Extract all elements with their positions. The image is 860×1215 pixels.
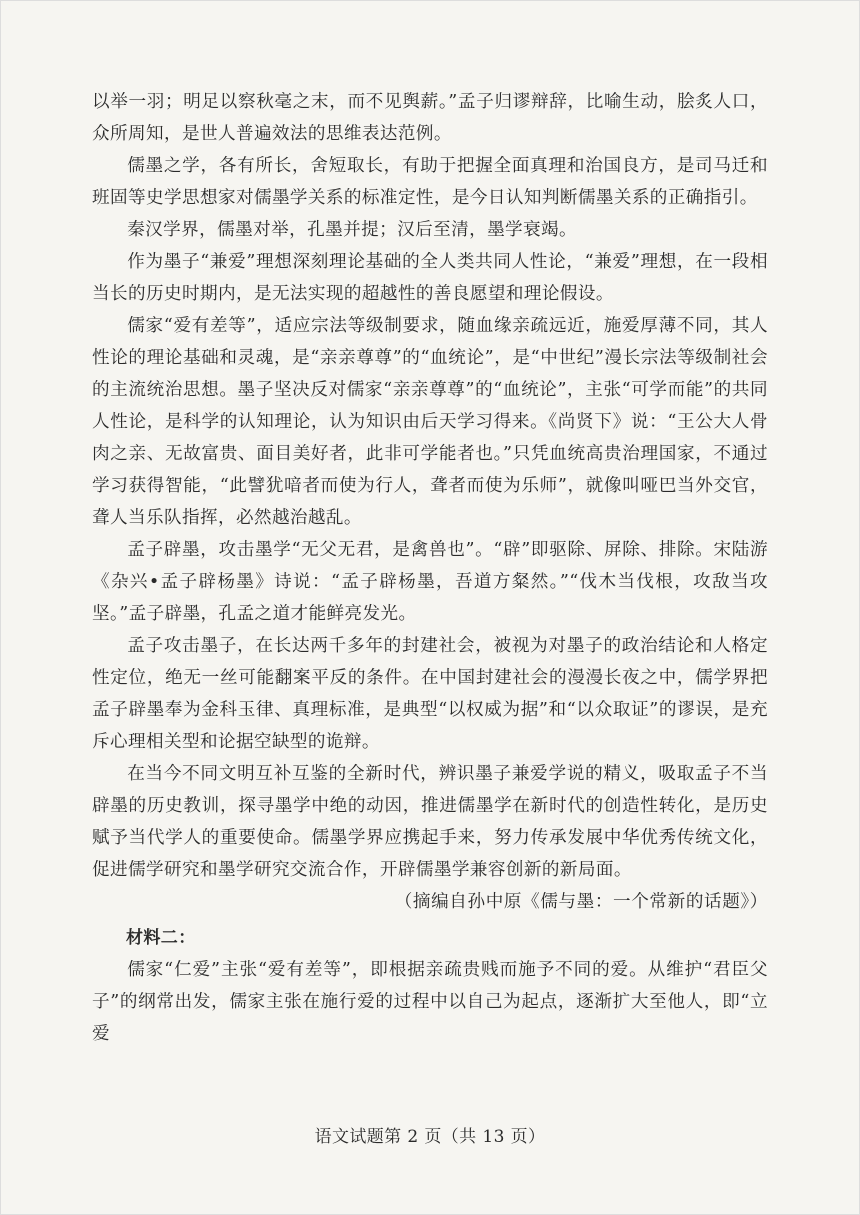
section-paragraph: 儒家“仁爱”主张“爱有差等”，即根据亲疏贵贱而施予不同的爱。从维护“君臣父子”的纲常出发，儒家主张在施行爱的过程中以自己为起点，逐渐扩大至他人，即“立爱 <box>92 960 768 1044</box>
paragraph-6: 孟子辟墨，攻击墨学“无父无君，是禽兽也”。“辟”即驱除、屏除、排除。宋陆游《杂兴•孟子辟杨墨》诗说：“孟子辟杨墨，吾道方粲然。”“伐木当伐根，攻敌当攻坚。”孟子辟墨，孔孟之道才能鲜亮发光。 <box>92 540 768 624</box>
paragraph-3: 秦汉学界，儒墨对举，孔墨并提；汉后至清，墨学衰竭。 <box>127 220 578 240</box>
paragraph-1: 以举一羽；明足以察秋毫之末，而不见舆薪。”孟子归谬辩辞，比喻生动，脍炙人口，众所周知，是世人普遍效法的思维表达范例。 <box>92 92 768 144</box>
paragraph-4: 作为墨子“兼爱”理想深刻理论基础的全人类共同人性论，“兼爱”理想，在一段相当长的历史时期内，是无法实现的超越性的善良愿望和理论假设。 <box>92 252 768 304</box>
page-footer: 语文试题第 2 页（共 13 页） <box>314 1127 546 1147</box>
paragraph-5: 儒家“爱有差等”，适应宗法等级制要求，随血缘亲疏远近，施爱厚薄不同，其人性论的理论基础和灵魂，是“亲亲尊尊”的“血统论”，是“中世纪”漫长宗法等级制社会的主流统治思想。墨子坚决反对儒家“亲亲尊尊”的“血统论”，主张“可学而能”的共同人性论，是科学的认知理论，认为知识由后天学习得来。《尚贤下》说：“王公大人骨肉之亲、无故富贵、面目美好者，此非可学能者也。”只凭血统高贵治理国家，不通过学习获得智能，“此譬犹喑者而使为行人，聋者而使为乐师”，就像叫哑巴当外交官，聋人当乐队指挥，必然越治越乱。 <box>92 316 768 528</box>
section-title-material-2: 材料二： <box>126 928 196 948</box>
paragraph-8: 在当今不同文明互补互鉴的全新时代，辨识墨子兼爱学说的精义，吸取孟子不当辟墨的历史教训，探寻墨学中绝的动因，推进儒墨学在新时代的创造性转化，是历史赋予当代学人的重要使命。儒墨学界应携起手来，努力传承发展中华优秀传统文化，促进儒学研究和墨学研究交流合作，开辟儒墨学兼容创新的新局面。 <box>92 764 768 880</box>
paragraph-7: 孟子攻击墨子，在长达两千多年的封建社会，被视为对墨子的政治结论和人格定性定位，绝无一丝可能翻案平反的条件。在中国封建社会的漫漫长夜之中，儒学界把孟子辟墨奉为金科玉律、真理标准，是典型“以权威为据”和“以众取证”的谬误，是充斥心理相关型和论据空缺型的诡辩。 <box>92 636 768 752</box>
document-body <box>92 86 768 1050</box>
paragraph-2: 儒墨之学，各有所长，舍短取长，有助于把握全面真理和治国良方，是司马迁和班固等史学思想家对儒墨学关系的标准定性，是今日认知判断儒墨关系的正确指引。 <box>92 156 768 208</box>
source-citation: （摘编自孙中原《儒与墨：一个常新的话题》） <box>394 892 768 912</box>
